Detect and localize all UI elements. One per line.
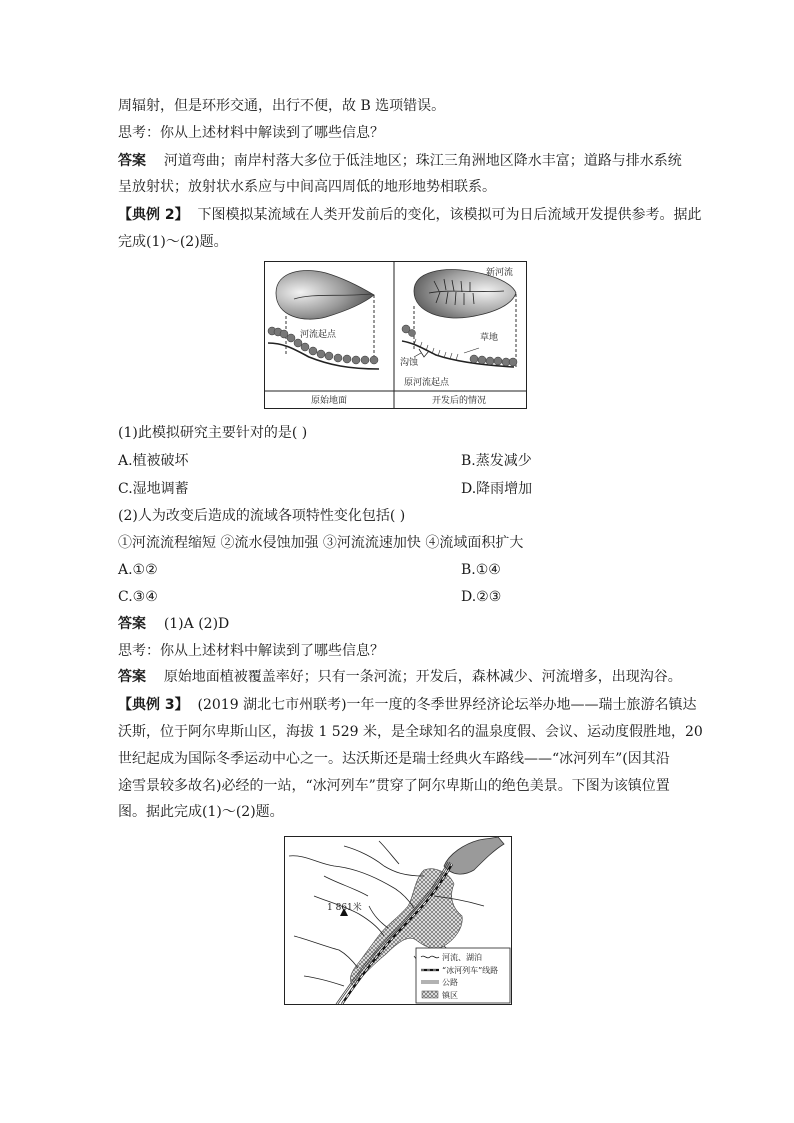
think-question: 思考：你从上述材料中解读到了哪些信息？ [118, 125, 384, 141]
answer-text: 河道弯曲；南岸村落大多位于低洼地区；珠江三角洲地区降水丰富；道路与排水系统 [163, 153, 682, 169]
option-a: A.①② [118, 562, 158, 578]
option-d: D.降雨增加 [461, 481, 533, 497]
example-2-intro [118, 205, 702, 225]
legend-road: 公路 [442, 978, 458, 987]
question-1-stem: (1)此模拟研究主要针对的是( ) [118, 425, 308, 441]
example-2-line: 完成(1)～(2)题。 [118, 234, 228, 250]
legend-town: 镇区 [442, 991, 458, 1000]
answer-line [118, 667, 682, 687]
option-b: B.蒸发减少 [461, 453, 532, 469]
legend-river: 河流、湖泊 [442, 953, 482, 962]
example-label: 【典例 3】 [118, 697, 189, 713]
left-caption: 原始地面 [311, 396, 348, 406]
example-3-line: 世纪起成为国际冬季运动中心之一。达沃斯还是瑞士经典火车路线——“冰河列车”(因其沿 [118, 751, 670, 767]
example-3-line: 沃斯，位于阿尔卑斯山区，海拔 1 529 米，是全球知名的温泉度假、会议、运动度假胜地，20 [118, 724, 703, 740]
question-2-options-row-2 [118, 587, 502, 607]
question-1-options-row-2 [118, 479, 533, 499]
right-caption: 开发后的情况 [432, 396, 487, 406]
example-text: (2019 湖北七市州联考)一年一度的冬季世界经济论坛举办地——瑞士旅游名镇达 [197, 697, 697, 713]
option-c: C.③④ [118, 589, 158, 605]
question-2-items: ①河流流程缩短 ②流水侵蚀加强 ③河流流速加快 ④流域面积扩大 [118, 535, 524, 551]
example-3-line: 途雪景较多故名)必经的一站，“冰河列车”贯穿了阿尔卑斯山的绝色美景。下图为该镇位置 [118, 778, 670, 794]
map-legend [416, 948, 510, 1003]
option-b: B.①④ [461, 562, 501, 578]
answer-text: (1)A (2)D [163, 616, 230, 632]
grass-label: 草地 [480, 333, 499, 343]
example-label: 【典例 2】 [118, 207, 189, 223]
answer-label: 答案 [118, 153, 146, 169]
option-a: A.植被破坏 [118, 453, 189, 469]
question-1-options-row-1 [118, 451, 532, 471]
answer-line [118, 614, 229, 634]
river-origin-label: 河流起点 [300, 330, 337, 340]
question-2-stem: (2)人为改变后造成的流域各项特性变化包括( ) [118, 508, 406, 524]
answer-text: 原始地面植被覆盖率好；只有一条河流；开发后，森林减少、河流增多，出现沟谷。 [163, 669, 682, 685]
example-3-intro [118, 695, 697, 715]
option-c: C.湿地调蓄 [118, 481, 189, 497]
location-map [284, 836, 512, 1005]
town-legend-icon [422, 991, 438, 998]
answer-label: 答案 [118, 669, 146, 685]
example-text: 下图模拟某流域在人类开发前后的变化，该模拟可为日后流域开发提供参考。据此 [197, 207, 702, 223]
watershed-figure [264, 261, 527, 409]
old-origin-label: 原河流起点 [404, 378, 450, 388]
think-question: 思考：你从上述材料中解读到了哪些信息？ [118, 643, 384, 659]
peak-elevation-label: 1 861米 [327, 903, 362, 913]
answer-label: 答案 [118, 616, 146, 632]
gully-label: 沟蚀 [400, 358, 419, 368]
option-d: D.②③ [461, 589, 502, 605]
question-2-options-row-1 [118, 560, 501, 580]
legend-rail: “冰河列车”线路 [442, 966, 499, 975]
new-river-label: 新河流 [486, 268, 514, 278]
answer-line [118, 151, 682, 171]
paragraph-line: 周辐射，但是环形交通，出行不便，故 B 选项错误。 [118, 98, 446, 114]
example-3-line: 图。据此完成(1)～(2)题。 [118, 804, 284, 820]
answer-line: 呈放射状；放射状水系应与中间高四周低的地形地势相联系。 [118, 179, 496, 195]
